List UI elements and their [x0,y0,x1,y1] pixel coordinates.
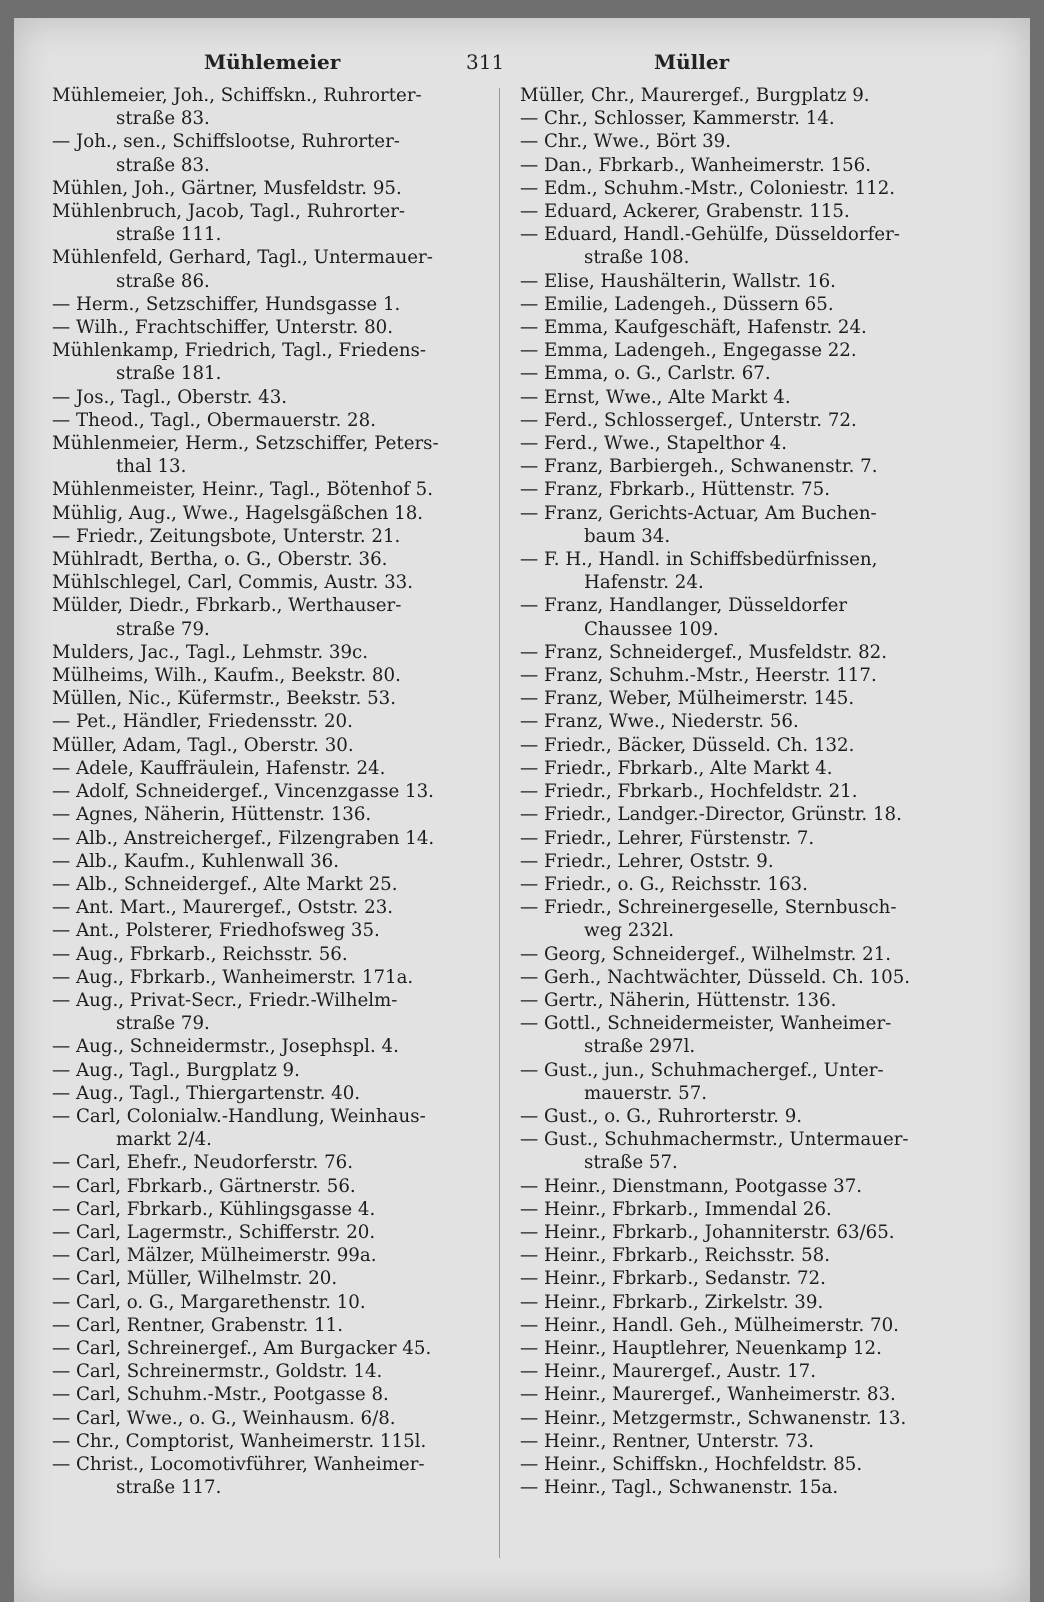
directory-entry [520,432,990,455]
entry-line: — Emma, Kaufgeschäft, Hafenstr. 24. [520,317,867,339]
directory-entry [520,316,990,339]
entry-line: — Heinr., Fbrkarb., Johanniterstr. 63/65. [520,1221,895,1243]
entry-line: — Chr., Wwe., Bört 39. [520,131,732,153]
directory-entry [520,827,990,850]
entry-line: — Carl, Wwe., o. G., Weinhausm. 6/8. [52,1407,396,1429]
header-right-keyword: Müller [654,50,730,74]
directory-entry [52,780,502,803]
entry-line: Mühlenmeister, Heinr., Tagl., Bötenhof 5. [52,479,434,501]
entry-continuation: straße 83. [116,108,210,130]
entry-line: — Carl, o. G., Margarethenstr. 10. [52,1291,366,1313]
entry-continuation: weg 232l. [584,920,675,942]
entry-continuation: straße 181. [116,363,222,385]
entry-line: — Theod., Tagl., Obermauerstr. 28. [52,409,376,431]
directory-entry [52,803,502,826]
entry-line: — Carl, Ehefr., Neudorferstr. 76. [52,1152,354,1174]
entry-line: — Friedr., Schreinergeselle, Sternbusch- [520,897,897,919]
directory-entry [520,84,990,107]
directory-entry [520,339,990,362]
directory-entry [52,594,502,640]
entry-line: — Herm., Setzschiffer, Hundsgasse 1. [52,293,401,315]
directory-entry [520,1476,990,1499]
directory-entry [520,200,990,223]
entry-line: — Emma, Ladengeh., Engegasse 22. [520,340,857,362]
directory-entry [52,1175,502,1198]
entry-line: — Friedr., Bäcker, Düsseld. Ch. 132. [520,734,855,756]
entry-line: — Friedr., o. G., Reichsstr. 163. [520,873,808,895]
entry-line: — Carl, Mälzer, Mülheimerstr. 99a. [52,1245,377,1267]
entry-line: — Aug., Privat-Secr., Friedr.-Wilhelm- [52,989,398,1011]
directory-entry [52,1082,502,1105]
entry-continuation: straße 79. [116,618,210,640]
directory-entry [520,734,990,757]
directory-entry [52,432,502,478]
directory-entry [520,873,990,896]
directory-entry [52,571,502,594]
entry-line: — Heinr., Fbrkarb., Reichsstr. 58. [520,1245,830,1267]
directory-entry [520,1244,990,1267]
entry-line: — Heinr., Dienstmann, Pootgasse 37. [520,1175,863,1197]
entry-continuation: straße 79. [116,1013,210,1035]
entry-line: — Heinr., Hauptlehrer, Neuenkamp 12. [520,1337,882,1359]
entry-line: — F. H., Handl. in Schiffsbedürfnissen, [520,549,878,571]
directory-entry [52,989,502,1035]
directory-entry [520,803,990,826]
directory-entry [520,455,990,478]
entry-line: — Alb., Kaufm., Kuhlenwall 36. [52,850,340,872]
directory-entry [520,293,990,316]
directory-entry [520,896,990,942]
entry-line: — Carl, Schreinergef., Am Burgacker 45. [52,1337,432,1359]
entry-line: — Friedr., Landger.-Director, Grünstr. 18. [520,804,902,826]
directory-entry [520,270,990,293]
entry-line: — Friedr., Lehrer, Oststr. 9. [520,850,774,872]
directory-entry [52,1244,502,1267]
directory-entry [520,548,990,594]
entry-line: — Adolf, Schneidergef., Vincenzgasse 13. [52,781,434,803]
entry-line: — Heinr., Fbrkarb., Zirkelstr. 39. [520,1291,824,1313]
entry-line: Mühlradt, Bertha, o. G., Oberstr. 36. [52,549,388,571]
entry-line: — Dan., Fbrkarb., Wanheimerstr. 156. [520,154,872,176]
directory-entry [520,1407,990,1430]
column-divider [499,88,500,1558]
directory-entry [520,641,990,664]
page-header [14,38,1030,78]
directory-entry [520,1012,990,1058]
directory-entry [52,1267,502,1290]
entry-line: — Carl, Schreinermstr., Goldstr. 14. [52,1361,383,1383]
directory-entry [520,687,990,710]
directory-entry [52,1035,502,1058]
directory-entry [520,594,990,640]
entry-line: Mühlschlegel, Carl, Commis, Austr. 33. [52,572,414,594]
directory-entry [520,1453,990,1476]
entry-line: — Adele, Kauffräulein, Hafenstr. 24. [52,757,386,779]
directory-entry [520,107,990,130]
right-column [520,84,990,1499]
directory-entry [520,780,990,803]
directory-entry [52,1453,502,1499]
directory-entry [52,1407,502,1430]
entry-line: — Heinr., Rentner, Unterstr. 73. [520,1430,815,1452]
entry-line: — Carl, Fbrkarb., Kühlingsgasse 4. [52,1198,376,1220]
directory-entry [52,293,502,316]
entry-line: — Franz, Schuhm.-Mstr., Heerstr. 117. [520,665,877,687]
entry-continuation: mauerstr. 57. [584,1082,708,1104]
entry-line: — Gertr., Näherin, Hüttenstr. 136. [520,989,837,1011]
entry-line: Mühlemeier, Joh., Schiffskn., Ruhrorter- [52,85,422,106]
entry-line: — Heinr., Fbrkarb., Immendal 26. [520,1198,832,1220]
entry-line: — Heinr., Fbrkarb., Sedanstr. 72. [520,1268,826,1290]
entry-line: — Carl, Rentner, Grabenstr. 11. [52,1314,344,1336]
directory-entry [52,1430,502,1453]
directory-entry [52,548,502,571]
directory-entry [52,1059,502,1082]
directory-entry [52,734,502,757]
directory-entry [520,1430,990,1453]
entry-line: Mühlig, Aug., Wwe., Hagelsgäßchen 18. [52,502,424,524]
directory-entry [520,664,990,687]
entry-line: Mühlenfeld, Gerhard, Tagl., Untermauer- [52,247,433,269]
directory-entry [52,316,502,339]
entry-line: — Georg, Schneidergef., Wilhelmstr. 21. [520,943,892,965]
page-number: 311 [466,50,505,74]
entry-line: Mühlenmeier, Herm., Setzschiffer, Peters- [52,433,439,455]
entry-line: — Chr., Comptorist, Wanheimerstr. 115l. [52,1430,427,1452]
entry-line: — Franz, Fbrkarb., Hüttenstr. 75. [520,479,830,501]
entry-line: Müller, Adam, Tagl., Oberstr. 30. [52,734,354,756]
directory-entry [520,1267,990,1290]
entry-line: — Wilh., Frachtschiffer, Unterstr. 80. [52,317,394,339]
entry-line: — Aug., Fbrkarb., Wanheimerstr. 171a. [52,966,414,988]
entry-line: — Franz, Barbiergeh., Schwanenstr. 7. [520,456,878,478]
directory-entry [52,710,502,733]
directory-entry [52,84,502,130]
directory-entry [520,966,990,989]
entry-continuation: straße 108. [584,247,690,269]
entry-line: Mühlenkamp, Friedrich, Tagl., Friedens- [52,340,427,362]
directory-entry [52,1105,502,1151]
entry-line: — Aug., Fbrkarb., Reichsstr. 56. [52,943,348,965]
entry-continuation: Chaussee 109. [584,618,719,640]
directory-entry [520,177,990,200]
directory-entry [520,362,990,385]
entry-line: Mülheims, Wilh., Kaufm., Beekstr. 80. [52,665,401,687]
entry-line: — Ant. Mart., Maurergef., Oststr. 23. [52,897,394,919]
entry-line: — Franz, Schneidergef., Musfeldstr. 82. [520,641,888,663]
directory-entry [52,1221,502,1244]
directory-entry [52,525,502,548]
directory-entry [520,1059,990,1105]
directory-entry [52,943,502,966]
directory-entry [520,989,990,1012]
entry-line: — Heinr., Maurergef., Austr. 17. [520,1361,816,1383]
entry-line: Mühlenbruch, Jacob, Tagl., Ruhrorter- [52,201,406,223]
directory-entry [52,641,502,664]
entry-line: — Edm., Schuhm.-Mstr., Coloniestr. 112. [520,177,896,199]
entry-line: — Emilie, Ladengeh., Düssern 65. [520,293,834,315]
directory-entry [520,502,990,548]
entry-line: — Eduard, Ackerer, Grabenstr. 115. [520,201,850,223]
entry-line: — Franz, Wwe., Niederstr. 56. [520,711,799,733]
entry-line: — Jos., Tagl., Oberstr. 43. [52,386,288,408]
directory-entry [520,1128,990,1174]
directory-entry [520,757,990,780]
entry-line: — Elise, Haushälterin, Wallstr. 16. [520,270,836,292]
directory-entry [520,850,990,873]
entry-line: — Alb., Anstreichergef., Filzengraben 14. [52,827,435,849]
entry-line: — Gust., Schuhmachermstr., Untermauer- [520,1129,909,1151]
directory-entry [520,154,990,177]
entry-line: — Heinr., Maurergef., Wanheimerstr. 83. [520,1384,896,1406]
left-column [52,84,502,1499]
directory-entry [520,1360,990,1383]
directory-entry [52,177,502,200]
directory-entry [520,409,990,432]
entry-continuation: markt 2/4. [116,1129,212,1151]
entry-line: — Carl, Schuhm.-Mstr., Pootgasse 8. [52,1384,389,1406]
directory-entry [52,502,502,525]
entry-line: — Christ., Locomotivführer, Wanheimer- [52,1453,425,1475]
entry-line: — Friedr., Fbrkarb., Hochfeldstr. 21. [520,781,858,803]
entry-continuation: Hafenstr. 24. [584,572,704,594]
directory-entry [520,223,990,269]
entry-line: — Franz, Gerichts-Actuar, Am Buchen- [520,502,877,524]
header-left-keyword: Mühlemeier [204,50,341,74]
directory-entry [52,873,502,896]
entry-line: — Gerh., Nachtwächter, Düsseld. Ch. 105. [520,966,911,988]
entry-line: — Heinr., Metzgermstr., Schwanenstr. 13. [520,1407,907,1429]
entry-line: — Aug., Tagl., Burgplatz 9. [52,1059,300,1081]
entry-continuation: straße 86. [116,270,210,292]
directory-entry [52,919,502,942]
directory-entry [52,1198,502,1221]
directory-entry [520,1221,990,1244]
entry-line: — Chr., Schlosser, Kammerstr. 14. [520,108,835,130]
entry-line: Müllen, Nic., Küfermstr., Beekstr. 53. [52,688,397,710]
directory-entry [52,246,502,292]
entry-line: — Ferd., Wwe., Stapelthor 4. [520,433,788,455]
entry-line: — Ant., Polsterer, Friedhofsweg 35. [52,920,380,942]
entry-line: — Gust., o. G., Ruhrorterstr. 9. [520,1105,803,1127]
entry-line: — Heinr., Tagl., Schwanenstr. 15a. [520,1477,839,1499]
directory-entry [52,130,502,176]
directory-entry [52,896,502,919]
directory-entry [520,1314,990,1337]
entry-line: — Carl, Colonialw.-Handlung, Weinhaus- [52,1105,426,1127]
entry-line: — Gust., jun., Schuhmachergef., Unter- [520,1059,884,1081]
directory-entry [520,710,990,733]
entry-continuation: straße 297l. [584,1036,696,1058]
directory-entry [52,1337,502,1360]
entry-continuation: thal 13. [116,456,187,478]
entry-line: — Heinr., Schiffskn., Hochfeldstr. 85. [520,1453,863,1475]
entry-continuation: straße 117. [116,1477,222,1499]
directory-entry [52,687,502,710]
directory-entry [520,943,990,966]
entry-line: — Ferd., Schlossergef., Unterstr. 72. [520,409,857,431]
entry-line: Mühlen, Joh., Gärtner, Musfeldstr. 95. [52,177,402,199]
directory-entry [520,1175,990,1198]
directory-entry [52,1151,502,1174]
directory-entry [52,1360,502,1383]
directory-entry [520,478,990,501]
entry-line: Mülder, Diedr., Fbrkarb., Werthauser- [52,595,402,617]
directory-entry [520,1105,990,1128]
entry-line: — Emma, o. G., Carlstr. 67. [520,363,771,385]
directory-entry [52,1314,502,1337]
entry-line: — Carl, Müller, Wilhelmstr. 20. [52,1268,338,1290]
directory-entry [520,1383,990,1406]
entry-continuation: straße 111. [116,224,222,246]
entry-continuation: straße 83. [116,154,210,176]
entry-line: — Aug., Tagl., Thiergartenstr. 40. [52,1082,361,1104]
directory-entry [520,1198,990,1221]
directory-entry [52,339,502,385]
directory-entry [52,966,502,989]
entry-line: — Eduard, Handl.-Gehülfe, Düsseldorfer- [520,224,900,246]
directory-entry [520,1291,990,1314]
directory-entry [52,827,502,850]
entry-line: — Agnes, Näherin, Hüttenstr. 136. [52,804,372,826]
entry-line: — Pet., Händler, Friedensstr. 20. [52,711,353,733]
directory-entry [52,1291,502,1314]
entry-line: — Heinr., Handl. Geh., Mülheimerstr. 70. [520,1314,899,1336]
directory-entry [52,386,502,409]
entry-continuation: baum 34. [584,525,671,547]
entry-line: — Aug., Schneidermstr., Josephspl. 4. [52,1036,399,1058]
directory-entry [52,409,502,432]
directory-entry [52,1383,502,1406]
directory-entry [52,200,502,246]
directory-entry [52,850,502,873]
entry-line: — Gottl., Schneidermeister, Wanheimer- [520,1013,892,1035]
entry-line: — Friedr., Fbrkarb., Alte Markt 4. [520,757,833,779]
entry-line: — Friedr., Lehrer, Fürstenstr. 7. [520,827,815,849]
directory-entry [52,757,502,780]
entry-line: Mulders, Jac., Tagl., Lehmstr. 39c. [52,641,368,663]
entry-line: — Alb., Schneidergef., Alte Markt 25. [52,873,398,895]
entry-line: — Franz, Weber, Mülheimerstr. 145. [520,688,855,710]
directory-entry [52,478,502,501]
directory-entry [52,664,502,687]
directory-entry [520,1337,990,1360]
directory-entry [520,386,990,409]
entry-line: — Franz, Handlanger, Düsseldorfer [520,595,848,617]
entry-line: — Joh., sen., Schiffslootse, Ruhrorter- [52,131,400,153]
directory-entry [520,130,990,153]
entry-line: — Ernst, Wwe., Alte Markt 4. [520,386,791,408]
entry-continuation: straße 57. [584,1152,678,1174]
entry-line: — Carl, Lagermstr., Schifferstr. 20. [52,1221,376,1243]
directory-page [14,18,1030,1602]
entry-line: — Carl, Fbrkarb., Gärtnerstr. 56. [52,1175,356,1197]
entry-line: Müller, Chr., Maurergef., Burgplatz 9. [520,85,870,106]
entry-line: — Friedr., Zeitungsbote, Unterstr. 21. [52,525,401,547]
